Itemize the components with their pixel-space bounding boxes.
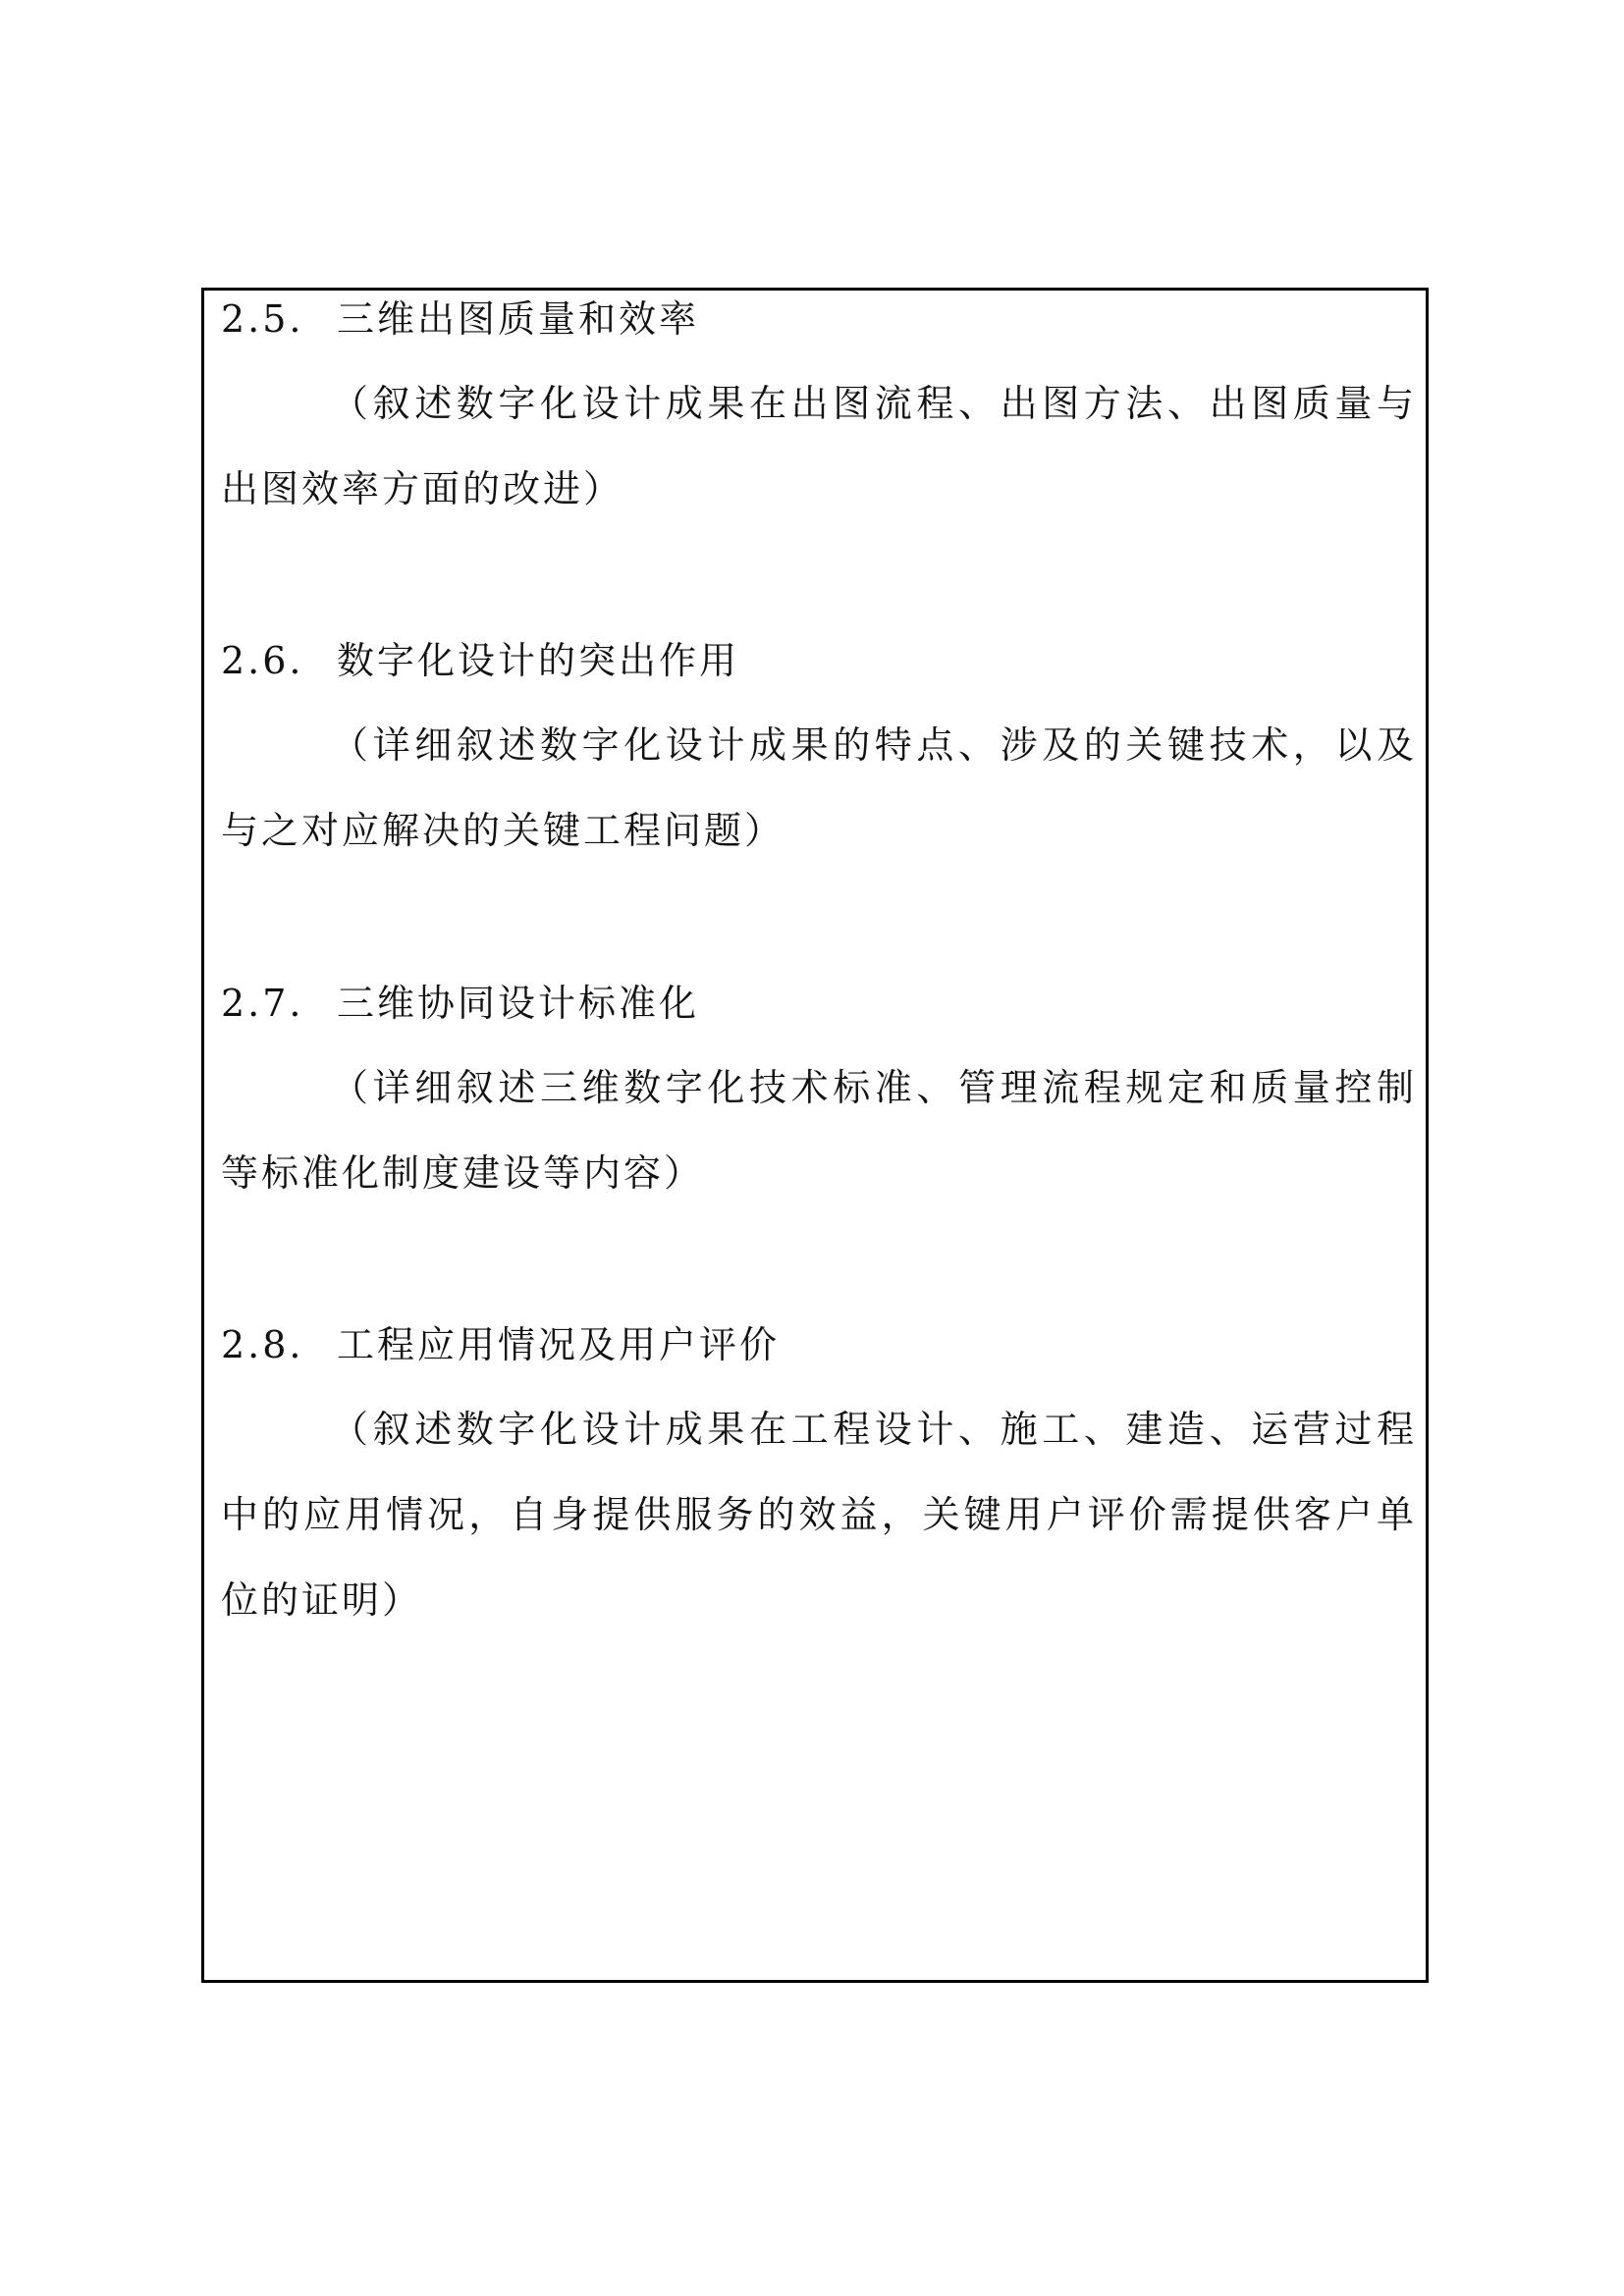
section-title: 数字化设计的突出作用 [337, 639, 740, 682]
section-2-8 [221, 1316, 1417, 1643]
section-2-5 [221, 291, 1417, 532]
section-description: （详细叙述数字化设计成果的特点、涉及的关键技术，以及与之对应解决的关键工程问题） [221, 723, 1417, 852]
section-description: （叙述数字化设计成果在工程设计、施工、建造、运营过程中的应用情况，自身提供服务的效益，关键用户评价需提供客户单位的证明） [221, 1408, 1417, 1622]
section-number: 2.6. [221, 639, 304, 682]
section-heading [221, 975, 1417, 1032]
section-title: 三维出图质量和效率 [337, 297, 700, 341]
section-2-7 [221, 975, 1417, 1216]
section-2-6 [221, 632, 1417, 874]
section-heading [221, 1316, 1417, 1373]
section-number: 2.8. [221, 1323, 304, 1366]
section-description: （详细叙述三维数字化技术标准、管理流程规定和质量控制等标准化制度建设等内容） [221, 1066, 1417, 1195]
section-heading [221, 632, 1417, 689]
section-description: （叙述数字化设计成果在出图流程、出图方法、出图质量与出图效率方面的改进） [221, 382, 1417, 510]
section-heading [221, 291, 1417, 347]
section-title: 工程应用情况及用户评价 [337, 1323, 781, 1366]
section-number: 2.7. [221, 982, 304, 1025]
section-title: 三维协同设计标准化 [337, 982, 700, 1025]
form-box [201, 288, 1429, 1983]
section-number: 2.5. [221, 297, 304, 341]
